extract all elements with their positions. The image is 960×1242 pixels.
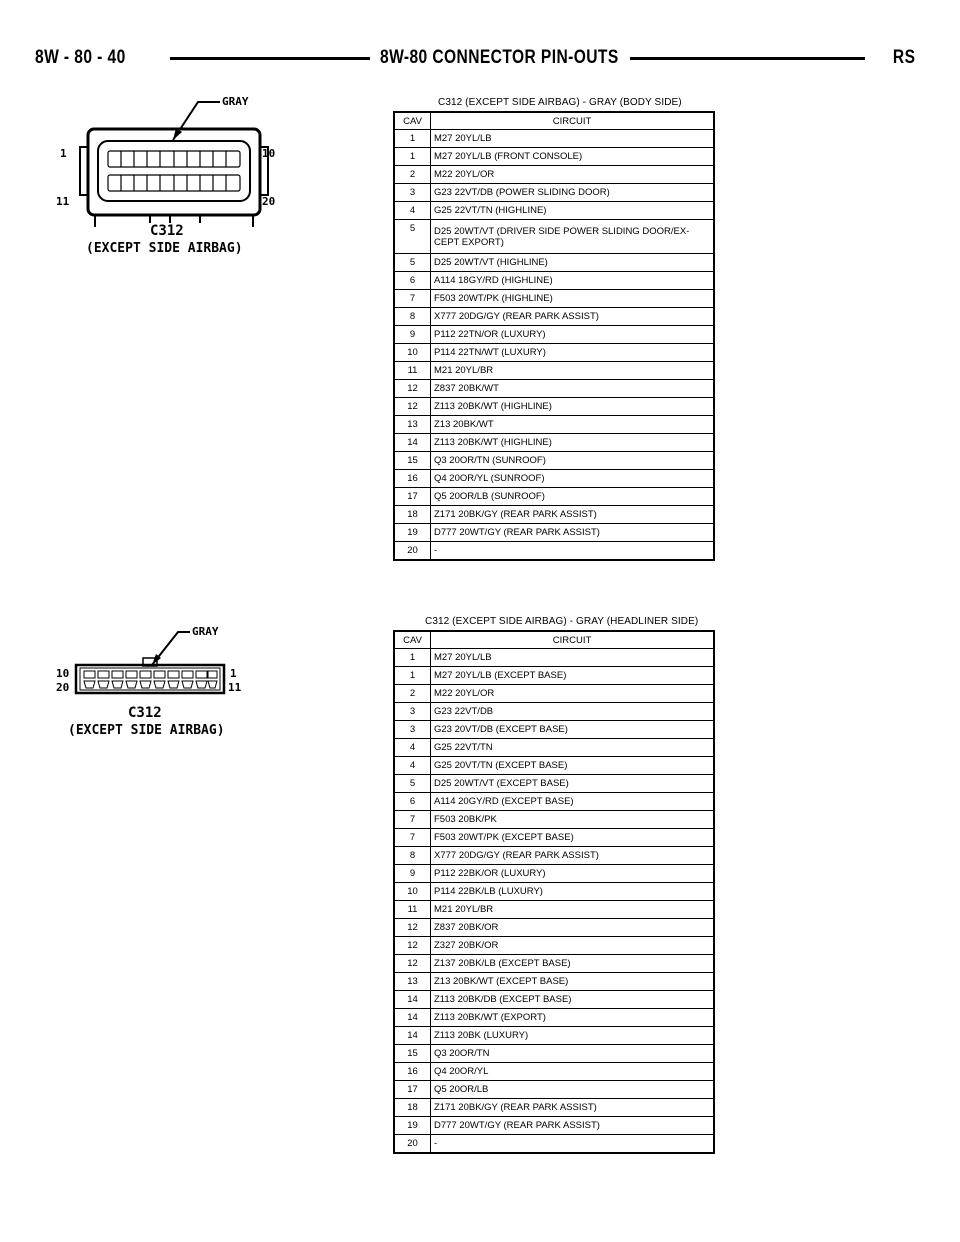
circuit-cell: X777 20DG/GY (REAR PARK ASSIST): [431, 308, 715, 326]
table-row: [394, 362, 714, 380]
table-row: [394, 793, 714, 811]
circuit-cell: Z837 20BK/OR: [431, 919, 715, 937]
cav-cell: 12: [394, 937, 431, 955]
cav-cell: 7: [394, 829, 431, 847]
callout-color-label: GRAY: [192, 625, 219, 638]
cav-cell: 3: [394, 184, 431, 202]
table-row: [394, 1099, 714, 1117]
table-row: [394, 434, 714, 452]
pin-label-bottom-right: 11: [228, 681, 242, 694]
cav-cell: 12: [394, 398, 431, 416]
cav-cell: 15: [394, 1045, 431, 1063]
circuit-cell: -: [431, 1135, 715, 1154]
table-row: [394, 775, 714, 793]
circuit-cell: P112 22BK/OR (LUXURY): [431, 865, 715, 883]
table-row: [394, 1045, 714, 1063]
table-title-headliner-side: C312 (EXCEPT SIDE AIRBAG) - GRAY (HEADLINER SIDE): [425, 616, 699, 627]
cav-cell: 15: [394, 452, 431, 470]
cav-cell: 11: [394, 362, 431, 380]
circuit-cell: G23 22VT/DB: [431, 703, 715, 721]
pinout-table-headliner-side: [393, 630, 715, 1154]
circuit-cell: Q4 20OR/YL (SUNROOF): [431, 470, 715, 488]
circuit-cell: D777 20WT/GY (REAR PARK ASSIST): [431, 524, 715, 542]
circuit-cell: M21 20YL/BR: [431, 901, 715, 919]
circuit-cell: Z171 20BK/GY (REAR PARK ASSIST): [431, 506, 715, 524]
header-rule-left: [170, 57, 370, 60]
circuit-cell: Z837 20BK/WT: [431, 380, 715, 398]
cav-cell: 13: [394, 973, 431, 991]
circuit-cell: F503 20WT/PK (HIGHLINE): [431, 290, 715, 308]
pin-label-bottom-left: 11: [56, 195, 70, 208]
table-row: [394, 739, 714, 757]
table-row: [394, 1063, 714, 1081]
circuit-cell: -: [431, 542, 715, 561]
cav-cell: 2: [394, 685, 431, 703]
table-row: [394, 703, 714, 721]
table-row: [394, 506, 714, 524]
cav-cell: 8: [394, 308, 431, 326]
circuit-cell: Q4 20OR/YL: [431, 1063, 715, 1081]
cav-cell: 1: [394, 649, 431, 667]
circuit-cell: X777 20DG/GY (REAR PARK ASSIST): [431, 847, 715, 865]
circuit-cell: D25 20WT/VT (HIGHLINE): [431, 254, 715, 272]
table-row: [394, 202, 714, 220]
cav-cell: 20: [394, 542, 431, 561]
cav-cell: 9: [394, 326, 431, 344]
table-title-body-side: C312 (EXCEPT SIDE AIRBAG) - GRAY (BODY SIDE): [438, 97, 682, 108]
circuit-cell: M22 20YL/OR: [431, 166, 715, 184]
table-row: [394, 452, 714, 470]
cav-cell: 7: [394, 811, 431, 829]
cav-cell: 10: [394, 883, 431, 901]
circuit-cell: G25 20VT/TN (EXCEPT BASE): [431, 757, 715, 775]
table-row: [394, 344, 714, 362]
circuit-cell: Z171 20BK/GY (REAR PARK ASSIST): [431, 1099, 715, 1117]
cav-cell: 16: [394, 1063, 431, 1081]
circuit-text-line-2: CEPT EXPORT): [434, 236, 504, 248]
cav-cell: 14: [394, 991, 431, 1009]
cav-cell: 13: [394, 416, 431, 434]
cav-cell: 17: [394, 1081, 431, 1099]
cav-cell: 9: [394, 865, 431, 883]
circuit-cell: P114 22BK/LB (LUXURY): [431, 883, 715, 901]
circuit-cell: M27 20YL/LB: [431, 649, 715, 667]
circuit-cell: F503 20BK/PK: [431, 811, 715, 829]
pin-label-top-left: 10: [56, 667, 70, 680]
cav-cell: 18: [394, 1099, 431, 1117]
table-row: [394, 488, 714, 506]
pinout-table-body-side: [393, 111, 715, 561]
table-row: [394, 847, 714, 865]
table-header-row: [394, 112, 714, 130]
circuit-cell: Z113 20BK/WT (EXPORT): [431, 1009, 715, 1027]
table-row: [394, 919, 714, 937]
cav-cell: 1: [394, 148, 431, 166]
table-header-row: [394, 631, 714, 649]
cav-cell: 12: [394, 955, 431, 973]
circuit-cell: M21 20YL/BR: [431, 362, 715, 380]
column-header-circuit: CIRCUIT: [431, 631, 715, 649]
cav-cell: 20: [394, 1135, 431, 1154]
table-row: [394, 991, 714, 1009]
header-rule-right: [630, 57, 865, 60]
table-row: [394, 308, 714, 326]
cav-cell: 6: [394, 793, 431, 811]
table-row: [394, 524, 714, 542]
page-header: [35, 44, 915, 74]
cav-cell: 4: [394, 202, 431, 220]
pin-label-bottom-left: 20: [56, 681, 70, 694]
table-row: [394, 416, 714, 434]
circuit-cell: Q5 20OR/LB: [431, 1081, 715, 1099]
connector-diagram-headliner-side: [50, 625, 290, 750]
circuit-cell: G23 20VT/DB (EXCEPT BASE): [431, 721, 715, 739]
circuit-cell: Z327 20BK/OR: [431, 937, 715, 955]
cav-cell: 17: [394, 488, 431, 506]
table-row: [394, 272, 714, 290]
model-code: RS: [892, 47, 915, 68]
table-row: [394, 254, 714, 272]
circuit-cell: M22 20YL/OR: [431, 685, 715, 703]
pin-label-top-right: 1: [230, 667, 237, 680]
table-row: [394, 380, 714, 398]
circuit-cell: F503 20WT/PK (EXCEPT BASE): [431, 829, 715, 847]
circuit-cell: Z113 20BK/WT (HIGHLINE): [431, 434, 715, 452]
column-header-cav: CAV: [394, 112, 431, 130]
circuit-cell: D25 20WT/VT (EXCEPT BASE): [431, 775, 715, 793]
cav-cell: 3: [394, 703, 431, 721]
circuit-cell: D777 20WT/GY (REAR PARK ASSIST): [431, 1117, 715, 1135]
cav-cell: 5: [394, 254, 431, 272]
cav-cell: 4: [394, 757, 431, 775]
circuit-cell: P112 22TN/OR (LUXURY): [431, 326, 715, 344]
page-number: 8W - 80 - 40: [35, 47, 126, 68]
cav-cell: 7: [394, 290, 431, 308]
connector-subtitle: (EXCEPT SIDE AIRBAG): [86, 241, 243, 256]
table-row: [394, 184, 714, 202]
table-row: [394, 220, 714, 254]
section-title: 8W-80 CONNECTOR PIN-OUTS: [380, 47, 619, 68]
circuit-text-line-1: D25 20WT/VT (DRIVER SIDE POWER SLIDING DOOR/EX-: [434, 225, 690, 237]
cav-cell: 8: [394, 847, 431, 865]
cav-cell: 5: [394, 220, 431, 254]
table-row: [394, 811, 714, 829]
circuit-cell: M27 20YL/LB (FRONT CONSOLE): [431, 148, 715, 166]
circuit-cell: G23 22VT/DB (POWER SLIDING DOOR): [431, 184, 715, 202]
callout-color-label: GRAY: [222, 95, 249, 108]
circuit-cell: Q3 20OR/TN: [431, 1045, 715, 1063]
cav-cell: 11: [394, 901, 431, 919]
table-row: [394, 901, 714, 919]
circuit-cell: Z113 20BK/WT (HIGHLINE): [431, 398, 715, 416]
cav-cell: 4: [394, 739, 431, 757]
cav-cell: 18: [394, 506, 431, 524]
cav-cell: 14: [394, 434, 431, 452]
table-row: [394, 326, 714, 344]
table-row: [394, 398, 714, 416]
cav-cell: 3: [394, 721, 431, 739]
table-row: [394, 721, 714, 739]
circuit-cell: Z13 20BK/WT (EXCEPT BASE): [431, 973, 715, 991]
pin-label-bottom-right: 20: [262, 195, 276, 208]
cav-cell: 12: [394, 919, 431, 937]
connector-diagram-body-side: [50, 95, 290, 270]
cav-cell: 19: [394, 1117, 431, 1135]
table-row: [394, 955, 714, 973]
table-row: [394, 166, 714, 184]
table-row: [394, 1027, 714, 1045]
table-row: [394, 973, 714, 991]
cav-cell: 14: [394, 1009, 431, 1027]
table-row: [394, 130, 714, 148]
pin-label-top-right: 10: [262, 147, 276, 160]
cav-cell: 12: [394, 380, 431, 398]
circuit-cell: Q3 20OR/TN (SUNROOF): [431, 452, 715, 470]
table-row: [394, 685, 714, 703]
table-row: [394, 937, 714, 955]
circuit-cell: G25 22VT/TN (HIGHLINE): [431, 202, 715, 220]
table-row: [394, 649, 714, 667]
pin-label-top-left: 1: [60, 147, 67, 160]
table-row: [394, 290, 714, 308]
table-row: [394, 1135, 714, 1154]
circuit-cell: P114 22TN/WT (LUXURY): [431, 344, 715, 362]
cav-cell: 2: [394, 166, 431, 184]
table-row: [394, 1009, 714, 1027]
cav-cell: 14: [394, 1027, 431, 1045]
circuit-cell: Z137 20BK/LB (EXCEPT BASE): [431, 955, 715, 973]
circuit-cell: Z113 20BK/DB (EXCEPT BASE): [431, 991, 715, 1009]
cav-cell: 6: [394, 272, 431, 290]
table-row: [394, 542, 714, 561]
table-row: [394, 883, 714, 901]
circuit-cell: G25 22VT/TN: [431, 739, 715, 757]
connector-name: C312: [150, 223, 184, 239]
cav-cell: 16: [394, 470, 431, 488]
circuit-cell: Z13 20BK/WT: [431, 416, 715, 434]
table-row: [394, 829, 714, 847]
connector-name: C312: [128, 705, 162, 721]
table-row: [394, 148, 714, 166]
circuit-cell: A114 18GY/RD (HIGHLINE): [431, 272, 715, 290]
circuit-cell: [431, 220, 715, 254]
cav-cell: 1: [394, 667, 431, 685]
circuit-cell: M27 20YL/LB: [431, 130, 715, 148]
connector-subtitle: (EXCEPT SIDE AIRBAG): [68, 723, 225, 738]
cav-cell: 1: [394, 130, 431, 148]
cav-cell: 19: [394, 524, 431, 542]
column-header-circuit: CIRCUIT: [431, 112, 715, 130]
cav-cell: 5: [394, 775, 431, 793]
circuit-cell: A114 20GY/RD (EXCEPT BASE): [431, 793, 715, 811]
cav-cell: 10: [394, 344, 431, 362]
table-row: [394, 1081, 714, 1099]
table-row: [394, 667, 714, 685]
table-row: [394, 1117, 714, 1135]
table-row: [394, 865, 714, 883]
table-row: [394, 757, 714, 775]
table-row: [394, 470, 714, 488]
column-header-cav: CAV: [394, 631, 431, 649]
circuit-cell: Q5 20OR/LB (SUNROOF): [431, 488, 715, 506]
circuit-cell: Z113 20BK (LUXURY): [431, 1027, 715, 1045]
circuit-cell: M27 20YL/LB (EXCEPT BASE): [431, 667, 715, 685]
